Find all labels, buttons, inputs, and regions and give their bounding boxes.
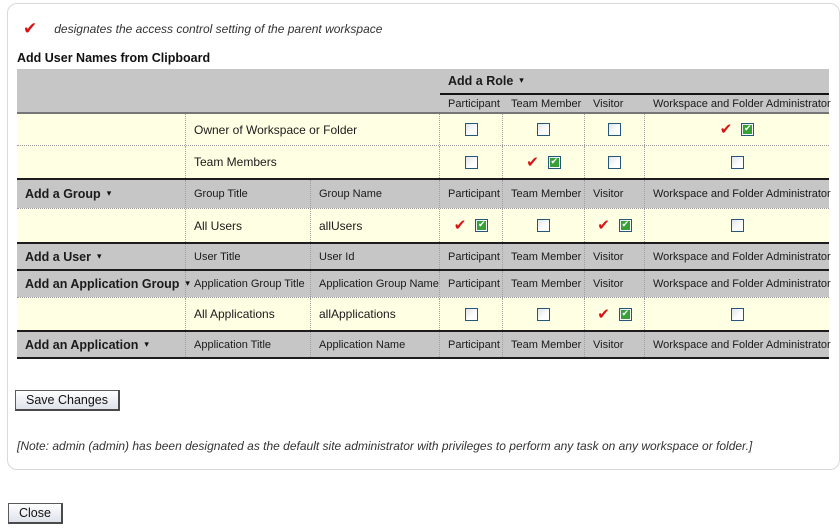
column-header-wfa: Workspace and Folder Administrator <box>653 250 831 263</box>
access-checkbox[interactable] <box>741 123 754 136</box>
column-header-team-member: Team Member <box>503 332 585 357</box>
column-header-visitor: Visitor <box>585 244 645 269</box>
column-header-participant: Participant <box>440 271 503 297</box>
access-cell <box>645 114 829 145</box>
access-cell <box>585 209 645 242</box>
access-cell <box>585 146 645 178</box>
chevron-down-icon: ▾ <box>97 251 102 262</box>
column-header-team-member: Team Member <box>503 180 585 208</box>
table-header-band <box>17 69 829 114</box>
column-header-visitor: Visitor <box>585 180 645 208</box>
access-checkbox[interactable] <box>537 123 550 136</box>
access-cell <box>503 298 585 330</box>
table-row-add-group <box>17 178 829 208</box>
access-cell <box>440 146 503 178</box>
column-header-group-title: Group Title <box>186 180 311 208</box>
close-button[interactable]: Close <box>8 503 63 524</box>
column-header-participant: Participant <box>440 180 503 208</box>
checked-mark-icon: ✔ <box>621 308 630 319</box>
column-header-wfa: Workspace and Folder Administrator <box>653 97 831 110</box>
access-cell <box>645 298 829 330</box>
access-cell <box>645 146 829 178</box>
access-cell <box>440 114 503 145</box>
access-cell <box>440 298 503 330</box>
table-row-owner <box>17 114 829 145</box>
application-group-name: allApplications <box>311 298 440 330</box>
add-an-application-group-label: Add an Application Group <box>25 277 180 291</box>
column-header-wfa: Workspace and Folder Administrator <box>653 188 831 200</box>
access-cell <box>440 209 503 242</box>
table-row-all-applications <box>17 297 829 330</box>
column-header-wfa: Workspace and Folder Administrator <box>653 278 831 290</box>
column-header-user-id: User Id <box>311 244 440 269</box>
access-checkbox[interactable] <box>548 156 561 169</box>
column-header-user-title: User Title <box>186 244 311 269</box>
column-header-team-member: Team Member <box>511 97 582 110</box>
access-checkbox[interactable] <box>537 219 550 232</box>
chevron-down-icon: ▾ <box>519 76 524 86</box>
table-row-add-application <box>17 330 829 357</box>
checked-mark-icon: ✔ <box>550 156 559 167</box>
column-header-wfa: Workspace and Folder Administrator <box>653 338 831 351</box>
access-checkbox[interactable] <box>608 123 621 136</box>
access-checkbox[interactable] <box>731 156 744 169</box>
legend-text: designates the access control setting of the parent workspace <box>54 22 383 36</box>
checked-mark-icon: ✔ <box>744 124 752 134</box>
add-a-user-label: Add a User <box>25 249 91 264</box>
access-control-panel <box>7 3 840 470</box>
column-header-visitor: Visitor <box>593 97 624 110</box>
table-row-all-users <box>17 208 829 242</box>
add-an-application-label: Add an Application <box>25 337 139 352</box>
application-group-title: All Applications <box>186 298 311 330</box>
save-changes-button[interactable]: Save Changes <box>15 390 120 411</box>
clipboard-section-label: Add User Names from Clipboard <box>17 51 211 65</box>
column-header-participant: Participant <box>440 332 503 357</box>
add-an-application-menu[interactable] <box>17 338 149 352</box>
clipboard-area <box>17 69 440 112</box>
column-header-application-name: Application Name <box>311 332 440 357</box>
add-a-role-label: Add a Role <box>448 74 514 88</box>
checked-mark-icon: ✔ <box>621 220 630 230</box>
admin-note: [Note: admin (admin) has been designated as the default site administrator with privileges to perform any task on any workspace or folder.] <box>17 439 753 453</box>
group-name: allUsers <box>311 209 440 242</box>
role-title: Owner of Workspace or Folder <box>186 114 440 145</box>
column-header-team-member: Team Member <box>503 271 585 297</box>
access-checkbox[interactable] <box>465 156 478 169</box>
parent-setting-legend <box>23 20 839 38</box>
access-checkbox[interactable] <box>731 219 744 232</box>
table-row-add-user <box>17 242 829 269</box>
access-cell <box>645 209 829 242</box>
column-header-team-member: Team Member <box>503 244 585 269</box>
access-checkbox[interactable] <box>537 308 550 321</box>
column-header-participant: Participant <box>448 97 500 110</box>
parent-check-icon: ✔ <box>23 18 38 39</box>
add-a-user-menu[interactable] <box>17 250 102 264</box>
access-cell <box>503 209 585 242</box>
parent-check-icon: ✔ <box>597 216 610 234</box>
access-cell <box>503 146 585 178</box>
access-checkbox[interactable] <box>465 123 478 136</box>
role-title: Team Members <box>186 146 440 178</box>
access-checkbox[interactable] <box>465 308 478 321</box>
access-checkbox[interactable] <box>731 308 744 321</box>
parent-check-icon: ✔ <box>453 216 467 234</box>
access-checkbox[interactable] <box>619 308 632 321</box>
access-cell <box>503 114 585 145</box>
parent-check-icon: ✔ <box>719 120 733 138</box>
add-a-group-label: Add a Group <box>25 187 101 201</box>
table-row-team-members <box>17 145 829 178</box>
column-header-application-group-title: Application Group Title <box>186 271 311 297</box>
chevron-down-icon: ▾ <box>185 279 190 289</box>
checked-mark-icon: ✔ <box>478 220 486 230</box>
column-header-visitor: Visitor <box>585 271 645 297</box>
chevron-down-icon: ▾ <box>106 189 112 199</box>
column-header-participant: Participant <box>440 244 503 269</box>
column-header-visitor: Visitor <box>585 332 645 357</box>
parent-check-icon: ✔ <box>597 304 610 323</box>
column-header-group-name: Group Name <box>311 180 440 208</box>
add-a-group-menu[interactable] <box>17 187 111 201</box>
access-checkbox[interactable] <box>608 156 621 169</box>
add-a-role-menu[interactable] <box>440 69 829 93</box>
table-row-add-application-group <box>17 269 829 297</box>
group-title: All Users <box>186 209 311 242</box>
access-checkbox[interactable] <box>619 219 632 232</box>
parent-check-icon: ✔ <box>526 152 539 171</box>
column-header-application-title: Application Title <box>186 332 311 357</box>
access-cell <box>585 298 645 330</box>
add-an-application-group-menu[interactable] <box>17 277 190 291</box>
column-header-application-group-name: Application Group Name <box>311 271 440 297</box>
access-checkbox[interactable] <box>475 219 488 232</box>
chevron-down-icon: ▾ <box>144 339 149 350</box>
access-table <box>17 114 829 359</box>
access-cell <box>585 114 645 145</box>
